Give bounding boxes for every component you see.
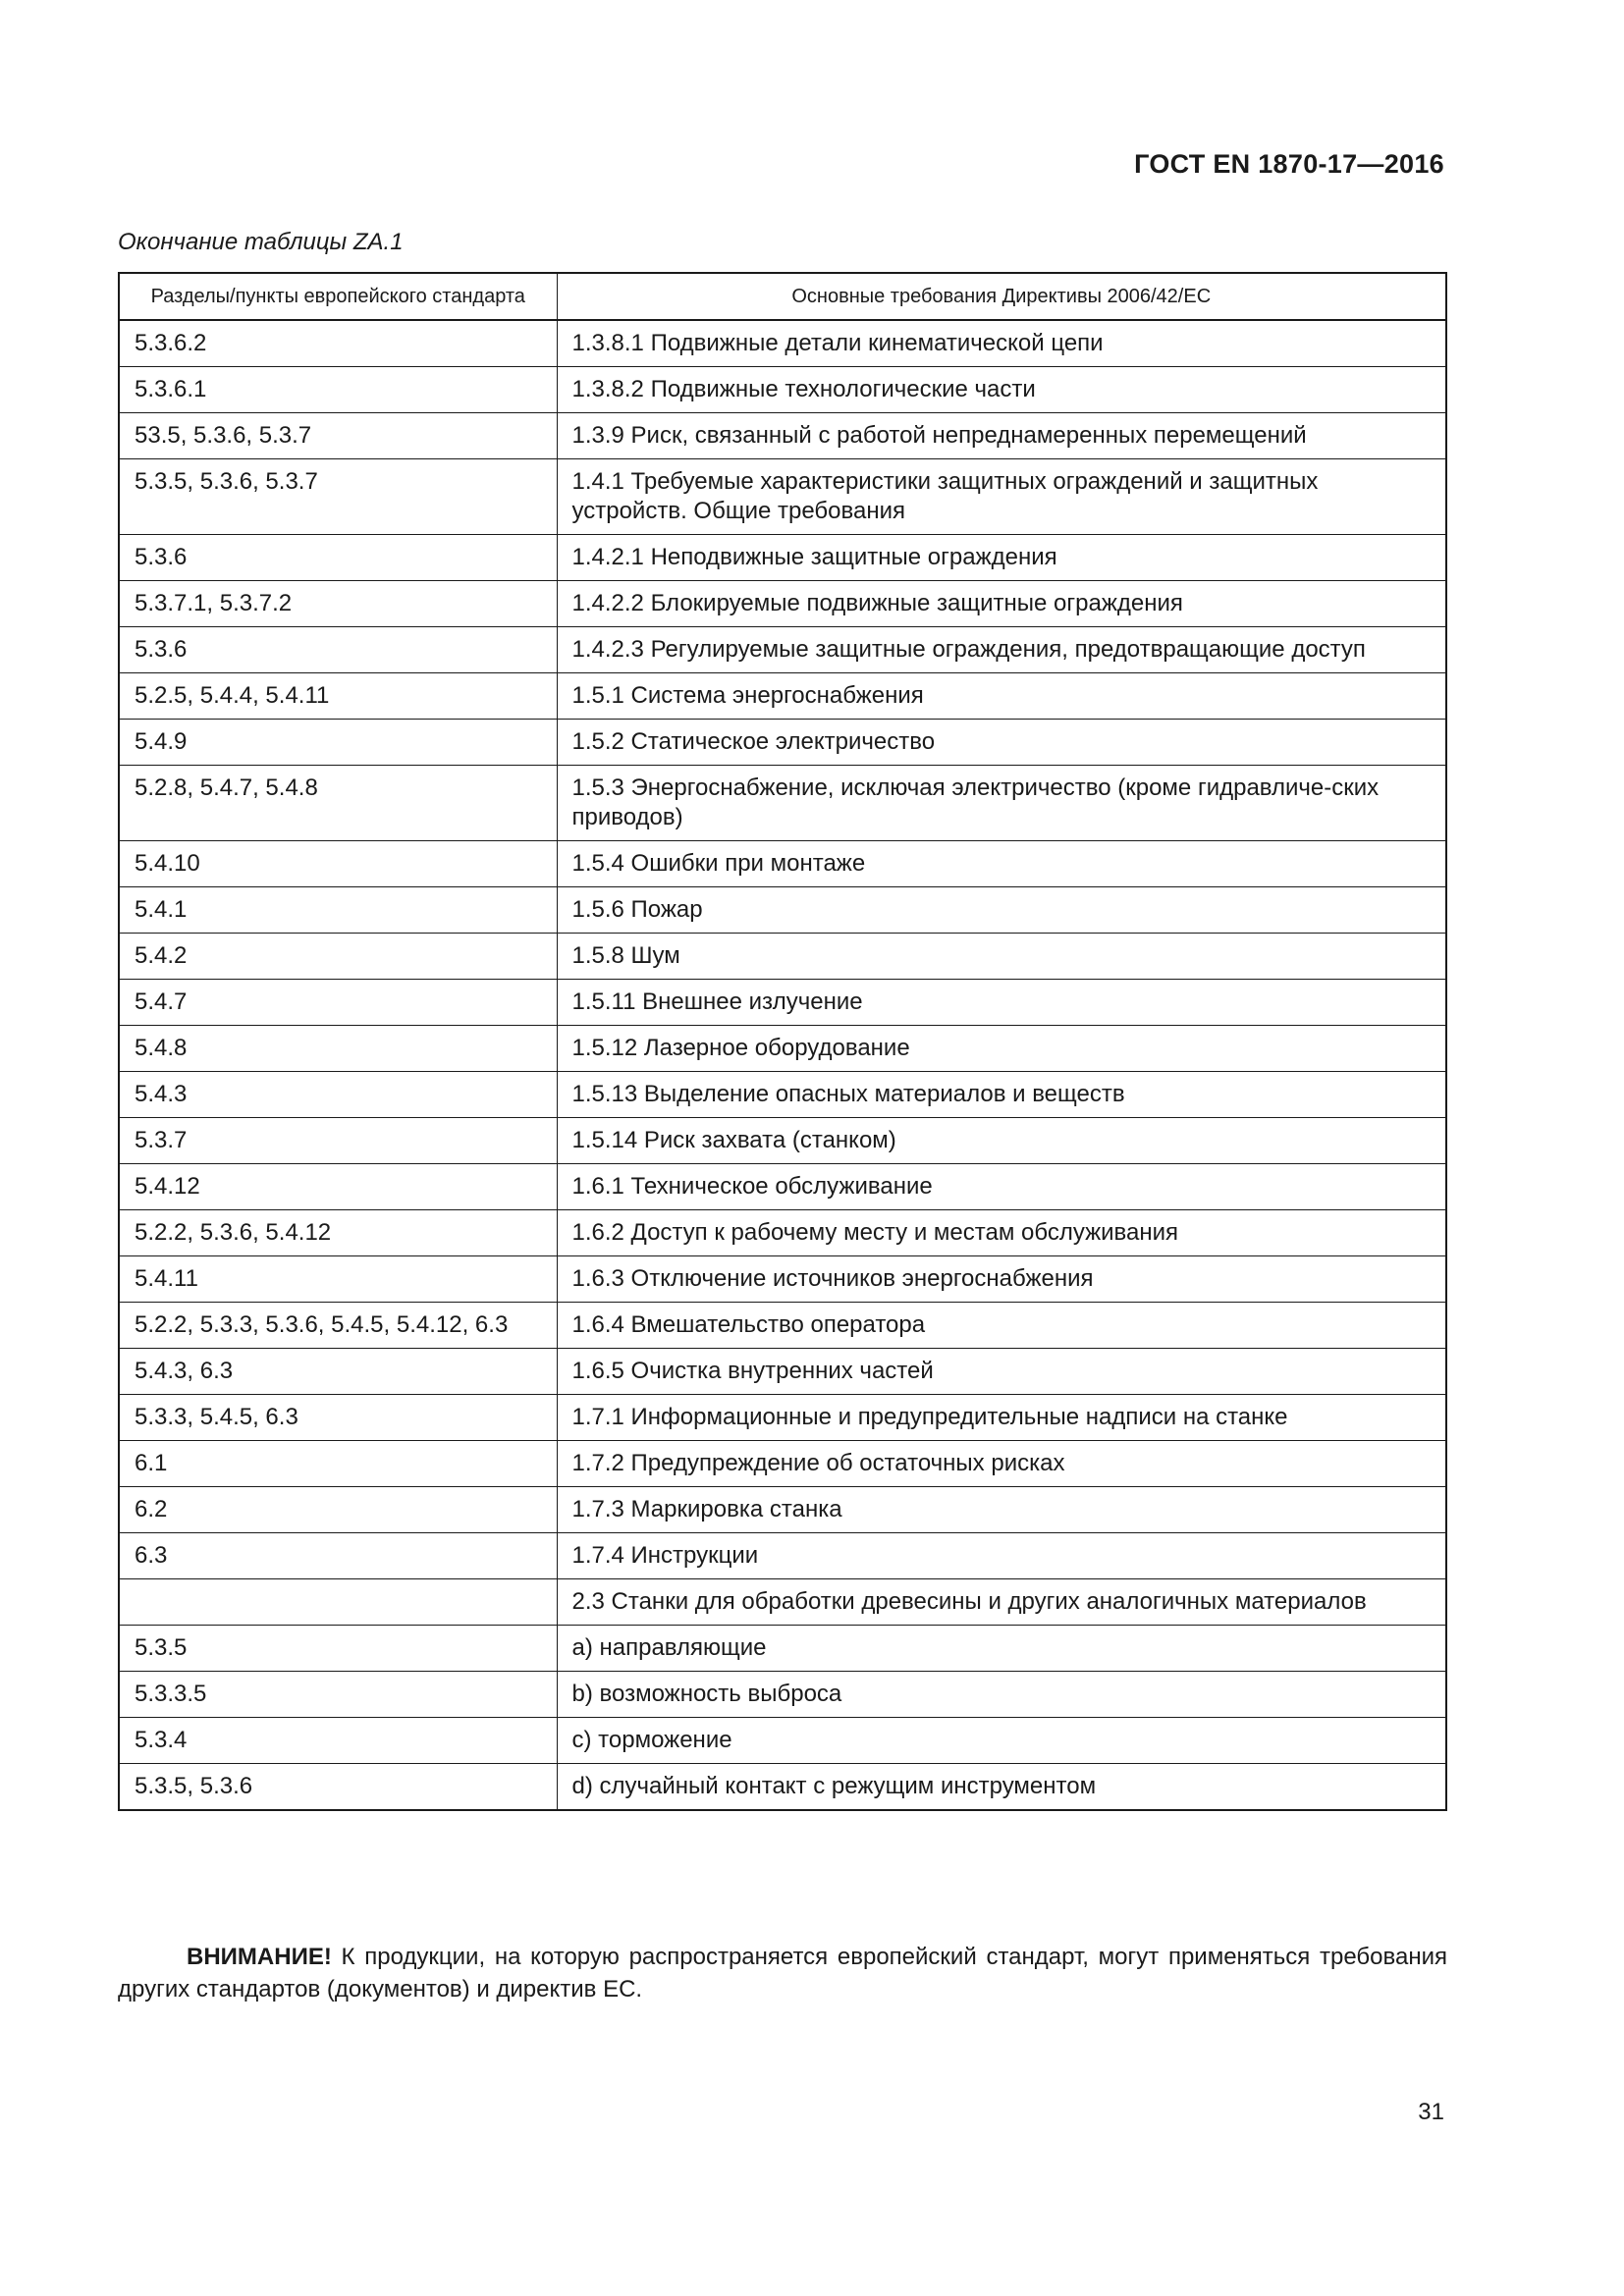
standard-section-cell: 5.4.10 bbox=[119, 841, 557, 887]
directive-requirement-cell: 1.5.6 Пожар bbox=[557, 887, 1446, 934]
standard-section-cell: 5.3.4 bbox=[119, 1718, 557, 1764]
standard-section-cell: 5.4.2 bbox=[119, 934, 557, 980]
document-code: ГОСТ EN 1870-17—2016 bbox=[1134, 149, 1444, 179]
directive-requirement-cell: 1.4.2.2 Блокируемые подвижные защитные ограждения bbox=[557, 581, 1446, 627]
directive-requirement-cell: 1.6.3 Отключение источников энергоснабжения bbox=[557, 1256, 1446, 1303]
directive-requirement-cell: 1.3.8.2 Подвижные технологические части bbox=[557, 367, 1446, 413]
table-row bbox=[119, 413, 1446, 459]
directive-requirement-cell: 1.7.4 Инструкции bbox=[557, 1533, 1446, 1579]
standard-section-cell: 5.4.12 bbox=[119, 1164, 557, 1210]
directive-requirement-cell: 1.3.9 Риск, связанный с работой непреднамеренных перемещений bbox=[557, 413, 1446, 459]
table-row bbox=[119, 887, 1446, 934]
table-row bbox=[119, 673, 1446, 720]
directive-requirement-cell: 1.5.11 Внешнее излучение bbox=[557, 980, 1446, 1026]
table-row bbox=[119, 1303, 1446, 1349]
requirements-table bbox=[118, 272, 1447, 1811]
directive-requirement-cell: 1.5.4 Ошибки при монтаже bbox=[557, 841, 1446, 887]
directive-requirement-cell: 1.4.1 Требуемые характеристики защитных ограждений и защитных устройств. Общие требования bbox=[557, 459, 1446, 535]
table-row bbox=[119, 1718, 1446, 1764]
directive-requirement-cell: 1.7.1 Информационные и предупредительные надписи на станке bbox=[557, 1395, 1446, 1441]
table-row bbox=[119, 1118, 1446, 1164]
table-row bbox=[119, 459, 1446, 535]
table-row bbox=[119, 766, 1446, 841]
table-caption: Окончание таблицы ZA.1 bbox=[118, 229, 404, 255]
table-row bbox=[119, 1210, 1446, 1256]
standard-section-cell: 5.4.9 bbox=[119, 720, 557, 766]
table-row bbox=[119, 1764, 1446, 1811]
standard-section-cell: 5.3.6 bbox=[119, 535, 557, 581]
table-row bbox=[119, 720, 1446, 766]
standard-section-cell: 5.3.7 bbox=[119, 1118, 557, 1164]
standard-section-cell: 5.3.5, 5.3.6 bbox=[119, 1764, 557, 1811]
standard-section-cell: 5.4.3, 6.3 bbox=[119, 1349, 557, 1395]
table-header-row bbox=[119, 273, 1446, 320]
directive-requirement-cell: 1.4.2.1 Неподвижные защитные ограждения bbox=[557, 535, 1446, 581]
table-row bbox=[119, 1072, 1446, 1118]
table-row bbox=[119, 627, 1446, 673]
standard-section-cell: 5.3.7.1, 5.3.7.2 bbox=[119, 581, 557, 627]
standard-section-cell: 6.1 bbox=[119, 1441, 557, 1487]
column-header-standard-sections: Разделы/пункты европейского стандарта bbox=[119, 273, 557, 320]
directive-requirement-cell: a) направляющие bbox=[557, 1626, 1446, 1672]
table-row bbox=[119, 581, 1446, 627]
standard-section-cell: 5.2.2, 5.3.3, 5.3.6, 5.4.5, 5.4.12, 6.3 bbox=[119, 1303, 557, 1349]
directive-requirement-cell: 1.4.2.3 Регулируемые защитные ограждения, предотвращающие доступ bbox=[557, 627, 1446, 673]
directive-requirement-cell: 1.6.1 Техническое обслуживание bbox=[557, 1164, 1446, 1210]
directive-requirement-cell: 1.6.2 Доступ к рабочему месту и местам обслуживания bbox=[557, 1210, 1446, 1256]
directive-requirement-cell: b) возможность выброса bbox=[557, 1672, 1446, 1718]
table-row bbox=[119, 1441, 1446, 1487]
table-row bbox=[119, 1164, 1446, 1210]
table-row bbox=[119, 1626, 1446, 1672]
standard-section-cell: 6.3 bbox=[119, 1533, 557, 1579]
table-row bbox=[119, 1533, 1446, 1579]
standard-section-cell: 5.3.5 bbox=[119, 1626, 557, 1672]
table-row bbox=[119, 1487, 1446, 1533]
standard-section-cell: 5.4.3 bbox=[119, 1072, 557, 1118]
directive-requirement-cell: 1.5.2 Статическое электричество bbox=[557, 720, 1446, 766]
table-row bbox=[119, 1672, 1446, 1718]
directive-requirement-cell: 1.5.3 Энергоснабжение, исключая электричество (кроме гидравличе-ских приводов) bbox=[557, 766, 1446, 841]
standard-section-cell: 5.3.6.2 bbox=[119, 320, 557, 367]
note-label: ВНИМАНИЕ! bbox=[187, 1944, 332, 1970]
standard-section-cell: 5.4.8 bbox=[119, 1026, 557, 1072]
directive-requirement-cell: 1.6.5 Очистка внутренних частей bbox=[557, 1349, 1446, 1395]
standard-section-cell: 5.3.5, 5.3.6, 5.3.7 bbox=[119, 459, 557, 535]
directive-requirement-cell: c) торможение bbox=[557, 1718, 1446, 1764]
standard-section-cell: 5.4.11 bbox=[119, 1256, 557, 1303]
standard-section-cell: 6.2 bbox=[119, 1487, 557, 1533]
standard-section-cell: 5.2.8, 5.4.7, 5.4.8 bbox=[119, 766, 557, 841]
table-row bbox=[119, 1349, 1446, 1395]
table-row bbox=[119, 841, 1446, 887]
standard-section-cell: 5.2.2, 5.3.6, 5.4.12 bbox=[119, 1210, 557, 1256]
standard-section-cell: 5.4.7 bbox=[119, 980, 557, 1026]
standard-section-cell bbox=[119, 1579, 557, 1626]
table-row bbox=[119, 1256, 1446, 1303]
table-row bbox=[119, 320, 1446, 367]
directive-requirement-cell: 1.5.14 Риск захвата (станком) bbox=[557, 1118, 1446, 1164]
attention-note bbox=[118, 1941, 1447, 2005]
standard-section-cell: 5.3.3.5 bbox=[119, 1672, 557, 1718]
directive-requirement-cell: 1.6.4 Вмешательство оператора bbox=[557, 1303, 1446, 1349]
table-row bbox=[119, 934, 1446, 980]
directive-requirement-cell: 1.5.12 Лазерное оборудование bbox=[557, 1026, 1446, 1072]
table-row bbox=[119, 980, 1446, 1026]
table-row bbox=[119, 1395, 1446, 1441]
directive-requirement-cell: d) случайный контакт с режущим инструментом bbox=[557, 1764, 1446, 1811]
note-text: К продукции, на которую распространяется европейский стандарт, могут применяться требования других стандартов (документов) и директив ЕС. bbox=[118, 1944, 1447, 2002]
directive-requirement-cell: 1.3.8.1 Подвижные детали кинематической цепи bbox=[557, 320, 1446, 367]
standard-section-cell: 5.3.6.1 bbox=[119, 367, 557, 413]
table-row bbox=[119, 535, 1446, 581]
column-header-directive-requirements: Основные требования Директивы 2006/42/ЕС bbox=[557, 273, 1446, 320]
table-row bbox=[119, 1579, 1446, 1626]
directive-requirement-cell: 1.5.13 Выделение опасных материалов и веществ bbox=[557, 1072, 1446, 1118]
directive-requirement-cell: 1.5.8 Шум bbox=[557, 934, 1446, 980]
standard-section-cell: 5.4.1 bbox=[119, 887, 557, 934]
table-row bbox=[119, 367, 1446, 413]
page-number: 31 bbox=[1418, 2099, 1444, 2125]
standard-section-cell: 5.3.3, 5.4.5, 6.3 bbox=[119, 1395, 557, 1441]
standard-section-cell: 5.3.6 bbox=[119, 627, 557, 673]
table-row bbox=[119, 1026, 1446, 1072]
standard-section-cell: 53.5, 5.3.6, 5.3.7 bbox=[119, 413, 557, 459]
standard-section-cell: 5.2.5, 5.4.4, 5.4.11 bbox=[119, 673, 557, 720]
directive-requirement-cell: 1.5.1 Система энергоснабжения bbox=[557, 673, 1446, 720]
directive-requirement-cell: 1.7.3 Маркировка станка bbox=[557, 1487, 1446, 1533]
directive-requirement-cell: 1.7.2 Предупреждение об остаточных рисках bbox=[557, 1441, 1446, 1487]
directive-requirement-cell: 2.3 Станки для обработки древесины и других аналогичных материалов bbox=[557, 1579, 1446, 1626]
